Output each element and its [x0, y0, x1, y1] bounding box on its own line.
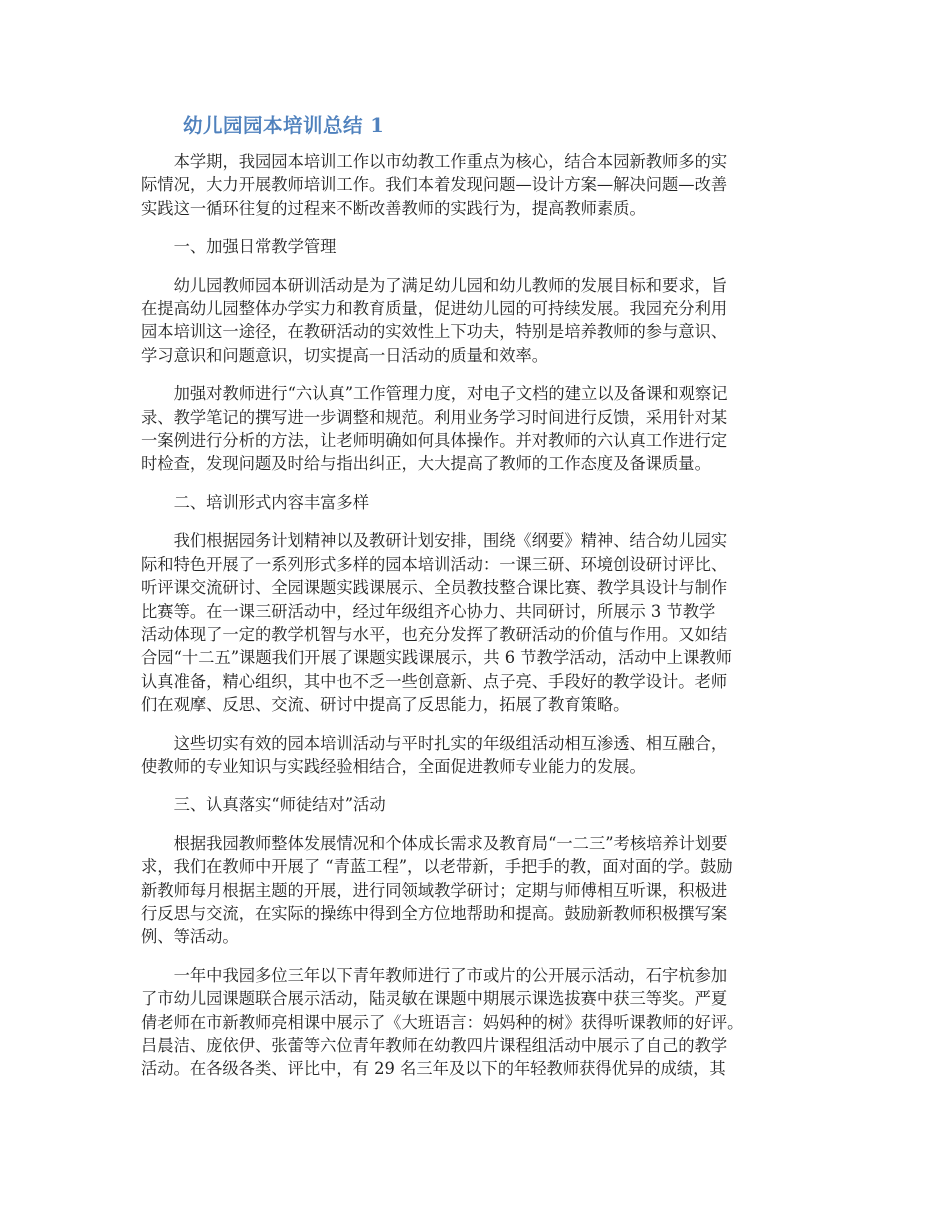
text-line: 比赛等。在一课三研活动中，经过年级组齐心协力、共同研讨，所展示 3 节教学 [141, 601, 716, 621]
section-heading [141, 793, 817, 816]
paragraph [141, 150, 817, 220]
paragraph [141, 529, 817, 716]
text-line: 学习意识和问题意识，切实提高一日活动的质量和效率。 [141, 345, 549, 365]
text-line: 一年中我园多位三年以下青年教师进行了市或片的公开展示活动，石宇杭参加 [173, 965, 728, 985]
text-line: 三、认真落实“师徒结对”活动 [173, 795, 386, 815]
text-line: 园本培训这一途径，在教研活动的实效性上下功夫，特别是培养教师的参与意识、 [141, 322, 728, 342]
section-heading [141, 491, 817, 514]
text-line: 在提高幼儿园整体办学实力和教育质量，促进幼儿园的可持续发展。我园充分利用 [141, 299, 728, 319]
paragraph [141, 274, 817, 368]
text-line: 倩老师在市新教师亮相课中展示了《大班语言：妈妈种的树》获得听课教师的好评。 [141, 1012, 744, 1032]
text-line: 际和特色开展了一系列形式多样的园本培训活动：一课三研、环境创设研讨评比、 [141, 554, 728, 574]
text-line: 例、等活动。 [141, 927, 239, 947]
text-line: 这些切实有效的园本培训活动与平时扎实的年级组活动相互渗透、相互融合， [173, 733, 728, 753]
text-line: 了市幼儿园课题联合展示活动，陆灵敏在课题中期展示课选拔赛中获三等奖。严夏 [141, 989, 728, 1009]
text-line: 一案例进行分析的方法，让老师明确如何具体操作。并对教师的六认真工作进行定 [141, 431, 728, 451]
text-line: 认真准备，精心组织，其中也不乏一些创意新、点子亮、手段好的教学设计。老师 [141, 671, 728, 691]
text-line: 活动。在各级各类、评比中，有 29 名三年及以下的年轻教师获得优异的成绩，其 [141, 1059, 726, 1079]
text-line: 活动体现了一定的教学机智与水平，也充分发挥了教研活动的价值与作用。又如结 [141, 624, 728, 644]
text-line: 听评课交流研讨、全园课题实践课展示、全员教技整合课比赛、教学具设计与制作 [141, 578, 728, 598]
paragraph [141, 382, 817, 476]
text-line: 录、教学笔记的撰写进一步调整和规范。利用业务学习时间进行反馈，采用针对某 [141, 407, 728, 427]
document-title: 幼儿园园本培训总结 1 [183, 114, 385, 137]
text-line: 们在观摩、反思、交流、研讨中提高了反思能力，拓展了教育策略。 [141, 695, 630, 715]
text-line: 使教师的专业知识与实践经验相结合，全面促进教师专业能力的发展。 [141, 756, 646, 776]
text-line: 二、培训形式内容丰富多样 [173, 492, 369, 512]
text-line: 幼儿园教师园本研训活动是为了满足幼儿园和幼儿教师的发展目标和要求，旨 [173, 275, 728, 295]
text-line: 本学期，我园园本培训工作以市幼教工作重点为核心，结合本园新教师多的实 [173, 152, 728, 171]
document-body [141, 150, 817, 1096]
text-line: 实践这一循环往复的过程来不断改善教师的实践行为，提高教师素质。 [141, 198, 646, 218]
text-line: 加强对教师进行“六认真”工作管理力度，对电子文档的建立以及备课和观察记 [173, 384, 728, 404]
text-line: 我们根据园务计划精神以及教研计划安排，围绕《纲要》精神、结合幼儿园实 [173, 531, 728, 551]
text-line: 时检查，发现问题及时给与指出纠正，大大提高了教师的工作态度及备课质量。 [141, 454, 711, 474]
text-line: 根据我园教师整体发展情况和个体成长需求及教育局“一二三”考核培养计划要 [173, 833, 728, 853]
text-line: 新教师每月根据主题的开展，进行同领域教学研讨；定期与师傅相互听课，积极进 [141, 880, 728, 900]
paragraph [141, 732, 817, 779]
text-line: 际情况，大力开展教师培训工作。我们本着发现问题—设计方案—解决问题—改善 [141, 175, 728, 195]
text-line: 吕晨洁、庞依伊、张蕾等六位青年教师在幼教四片课程组活动中展示了自己的教学 [141, 1036, 728, 1055]
text-line: 行反思与交流，在实际的操练中得到全方位地帮助和提高。鼓励新教师积极撰写案 [141, 903, 728, 923]
text-line: 一、加强日常教学管理 [173, 237, 337, 257]
section-heading [141, 235, 817, 258]
text-line: 求，我们在教师中开展了 “青蓝工程”，以老带新，手把手的教，面对面的学。鼓励 [141, 857, 733, 877]
paragraph [141, 964, 817, 1081]
paragraph [141, 832, 817, 949]
text-line: 合园“十二五”课题我们开展了课题实践课展示，共 6 节教学活动，活动中上课教师 [141, 648, 732, 668]
